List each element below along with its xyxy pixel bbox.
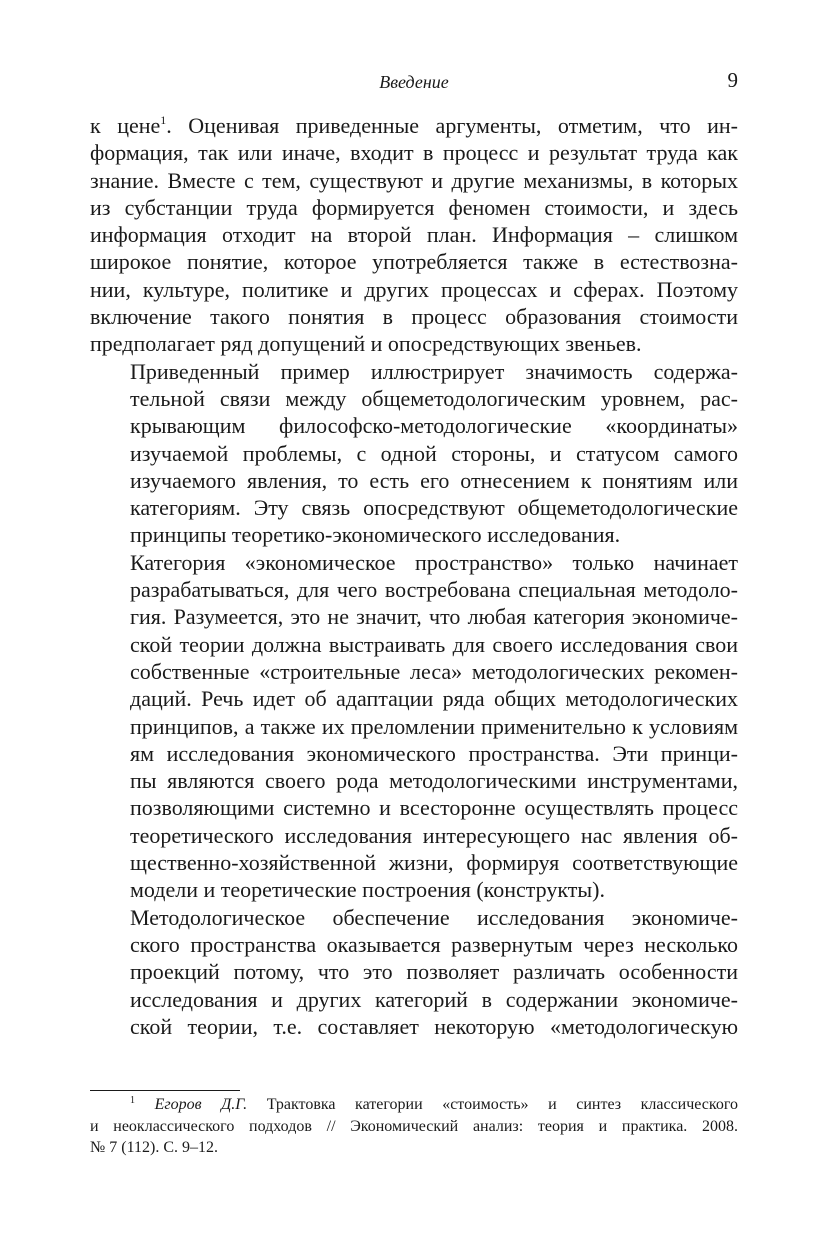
text-line: включение такого понятия в процесс образования стоимости <box>90 304 738 330</box>
text-line: предполагает ряд допущений и опосредствующих звеньев. <box>90 331 642 357</box>
text-line: пы являются своего рода методологическими инструментами, <box>130 768 738 794</box>
text-line: гия. Разумеется, это не значит, что любая категория экономиче- <box>130 604 738 630</box>
body-text <box>90 112 738 1040</box>
text-line: знание. Вместе с тем, существуют и другие механизмы, в которых <box>90 167 738 193</box>
text-line: категориям. Эту связь опосредствуют общеметодологические <box>130 495 738 521</box>
running-head <box>90 68 738 96</box>
text-line: ской теории должна выстраивать для своего исследования свои <box>130 631 738 657</box>
text-line: к цене$^1$. Оценивая приведенные аргументы, отметим, что ин- <box>90 113 738 138</box>
text-line: ской теории, т.е. составляет некоторую «методологическую <box>130 1013 738 1039</box>
text-line: информация отходит на второй план. Информация – слишком <box>90 222 738 248</box>
page-number: 9 <box>727 68 738 92</box>
text-line: ям исследования экономического пространства. Эти принци- <box>130 740 738 766</box>
section-title: Введение <box>379 72 449 92</box>
paragraph-1 <box>90 112 738 358</box>
text-line: принципы теоретико-экономического исследования. <box>130 522 621 548</box>
text-line: ского пространства оказывается развернутым через несколько <box>130 931 738 957</box>
text-line: модели и теоретические построения (конструкты). <box>130 877 605 903</box>
footnote-divider <box>90 1090 240 1091</box>
text-line: нии, культуре, политике и других процессах и сферах. Поэтому <box>90 276 738 302</box>
text-line: принципов, а также их преломлении применительно к условиям <box>130 713 738 739</box>
text-line: широкое понятие, которое употребляется также в естествозна- <box>90 249 738 275</box>
footnote-line: $^1$ Егоров Д.Г. Трактовка категории «стоимость» и синтез классического <box>130 1095 739 1113</box>
text-line: разрабатываться, для чего востребована специальная методоло- <box>130 577 738 603</box>
footnote-number: 1 <box>130 1095 135 1106</box>
text-line: из субстанции труда формируется феномен стоимости, и здесь <box>90 194 738 220</box>
paragraph-4 <box>90 904 738 1040</box>
footnote-line: и неоклассического подходов // Экономический анализ: теория и практика. 2008. <box>90 1117 738 1135</box>
paragraph-3 <box>90 549 738 904</box>
text-line: позволяющими системно и всесторонне осуществлять процесс <box>130 795 738 821</box>
text-line: Категория «экономическое пространство» только начинает <box>130 549 738 575</box>
footnote-author: Егоров Д.Г. <box>154 1096 248 1113</box>
footnote-reference[interactable]: 1 <box>160 113 167 127</box>
paragraph-2 <box>90 358 738 549</box>
text-line: изучаемого явления, то есть его отнесением к понятиям или <box>130 467 738 493</box>
text-line: проекций потому, что это позволяет различать особенности <box>130 959 738 985</box>
text-line: крывающим философско-методологические «координаты» <box>130 413 738 439</box>
text-line: изучаемой проблемы, с одной стороны, и статусом самого <box>130 440 738 466</box>
text-line: исследования и других категорий в содержании экономиче- <box>130 986 738 1012</box>
text-line: Приведенный пример иллюстрирует значимость содержа- <box>130 358 738 384</box>
footnote <box>90 1094 738 1159</box>
text-line: даций. Речь идет об адаптации ряда общих методологических <box>130 686 738 712</box>
text-line: щественно-хозяйственной жизни, формируя соответствующие <box>130 850 738 876</box>
text-line: Методологическое обеспечение исследования экономиче- <box>130 904 738 930</box>
text-line: тельной связи между общеметодологическим уровнем, рас- <box>130 385 738 411</box>
text-line: теоретического исследования интересующего нас явления об- <box>130 822 738 848</box>
footnote-line: № 7 (112). С. 9–12. <box>90 1139 218 1156</box>
text-line: собственные «строительные леса» методологических рекомен- <box>130 658 738 684</box>
text-line: формация, так или иначе, входит в процесс и результат труда как <box>90 140 738 166</box>
